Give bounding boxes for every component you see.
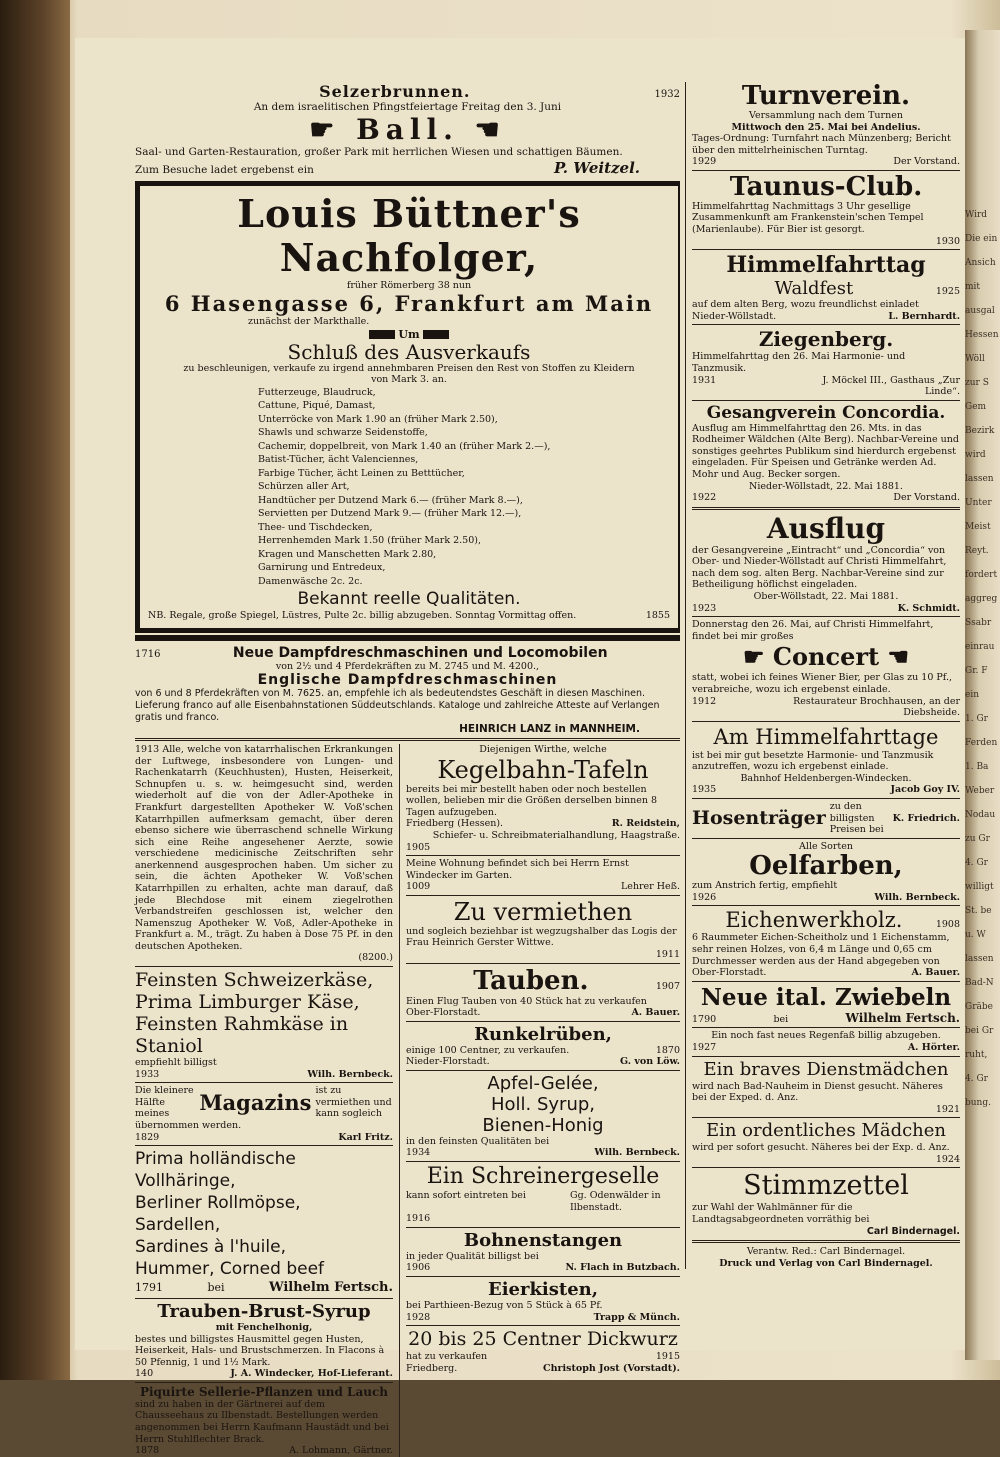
ad-signature: A. Bauer. (911, 967, 960, 979)
ad-number: 1923 (692, 602, 717, 614)
next-page-fragment: mit (965, 282, 981, 292)
ad-number: 1934 (406, 1147, 431, 1159)
ad-catarrh: 1913 Alle, welche von katarrhalischen Erkrankungen der Luftwege, insbesondere von Lungen- und Rachenkatarrh (Keuchhusten), Husten, Heiserkeit, Schnupfen u. s. w. heimgesucht sind, werden wiederholt auf die von der Adler-Apotheke in Frankfurt dargestellten Apotheker W. Voß'schen Katarrhpillen aufmerksam gemacht, über deren ebenso sichere wie überraschend schnelle Wirkung sich eine Reihe angesehener Aerzte, sowie verschiedene medicinische Zeitschriften sehr anerkennend ausgesprochen haben. Um sicher zu sein, die ächten Apotheker W. Voß'schen Katarrhpillen zu erhalten, achte man darauf, daß jede Blechdose mit einem ziegelrothen Verbandstreifen geschlossen ist, welcher den Namenszug Apotheker W. Voß, Adler-Apotheke in Frankfurt a. M., trägt. Zu haben à Dose 75 Pf. in den deutschen Apotheken. (135, 744, 393, 952)
ad-signature: Trapp & Münch. (593, 1311, 680, 1323)
ad-text: 6 Raummeter Eichen-Scheitholz und 1 Eichenstamm, sehr reinen Holzes, von 6,4 m Länge und 0,65 cm Durchmesser werden aus der Hand abgegeben von (692, 932, 950, 967)
ad-number: 1930 (935, 235, 960, 247)
ad-title: Eichenwerkholz. (725, 908, 903, 933)
ad-text: Meine Wohnung befindet sich bei Herrn Ernst Windecker im Garten. (406, 858, 629, 881)
ad-code: (8200.) (358, 952, 393, 964)
list-item: Berliner Rollmöpse, (135, 1193, 301, 1214)
ad-text: Alle Sorten (799, 840, 853, 852)
ad-text: bei Parthieen-Bezug von 5 Stück à 65 Pf. (406, 1299, 603, 1311)
next-page-fragment: Reyt. (965, 546, 989, 556)
ad-syrup (135, 1301, 393, 1380)
ad-stimmzettel (692, 1170, 960, 1237)
list-item: Apfel-Gelée, (487, 1072, 599, 1094)
ad-number: 1906 (406, 1262, 431, 1274)
ad-title: Runkelrüben, (474, 1023, 612, 1045)
ad-signature: K. Friedrich. (892, 812, 960, 824)
next-page-fragment: fordert (965, 570, 998, 580)
ad-number: 1933 (135, 1068, 160, 1080)
ad-title: Kegelbahn-Tafeln (437, 755, 649, 784)
ad-ausflug (692, 513, 960, 614)
ad-number: 1921 (935, 1103, 960, 1115)
ad-text: Zum Besuche ladet ergebenst ein (135, 164, 314, 177)
next-page-fragment: St. be (965, 906, 992, 916)
ad-hosentraeger (692, 801, 960, 836)
ad-title: Englische Dampfdreschmaschinen (257, 672, 558, 689)
ad-text: Versammlung nach dem Turnen (749, 110, 903, 121)
ad-oelfarben (692, 841, 960, 904)
ad-text: Ein noch fast neues Regenfaß billig abzugeben. (711, 1030, 941, 1042)
ad-number: 1855 (645, 610, 670, 622)
ad-text: bei (207, 1281, 225, 1295)
ad-title: Selzerbrunnen. (319, 82, 471, 101)
ad-signature: P. Weitzel. (553, 159, 640, 178)
list-item: Herrenhemden Mark 1.50 (früher Mark 2.50), (258, 535, 481, 547)
ad-regenfass (692, 1030, 960, 1053)
ad-fish (135, 1148, 393, 1280)
ad-number: 1932 (654, 89, 680, 100)
ad-subtitle: Schluß des Ausverkaufs (287, 339, 531, 364)
ad-title: Neue Dampfdreschmaschinen und Locomobilen (232, 644, 608, 661)
ad-signature: J. Möckel III., Gasthaus „Zur Linde“. (822, 374, 960, 398)
ad-kegel (406, 744, 680, 853)
ad-number: 1790 (692, 1013, 717, 1025)
ad-text: empfiehlt billigst (135, 1057, 217, 1069)
ad-location: Nieder-Wöllstadt. (692, 310, 777, 322)
black-bar (369, 330, 395, 339)
ad-number: 1922 (692, 492, 717, 504)
ad-signature: Lehrer Heß. (620, 881, 680, 893)
list-item: Hummer, Corned beef (135, 1259, 325, 1280)
ad-number: 1829 (135, 1131, 160, 1143)
ad-text: in den feinsten Qualitäten bei (406, 1135, 550, 1147)
next-page-fragment: Meist (965, 522, 991, 532)
ad-runkel (406, 1024, 680, 1068)
ad-signature: A. Bauer. (631, 1007, 680, 1019)
next-page-fragment: Weber (965, 786, 995, 796)
pointing-hand-left-icon: ☚ (887, 642, 909, 672)
ad-number: 1915 (655, 1351, 680, 1363)
ad-title: Turnverein. (741, 81, 911, 111)
next-page-fragment: wird (965, 450, 986, 460)
pointing-hand-right-icon: ☛ (743, 642, 765, 672)
ad-zwiebeln (692, 984, 960, 1026)
list-item: Futterzeuge, Blaudruck, (258, 386, 376, 398)
ad-number: 1870 (655, 1044, 680, 1056)
ad-number: 1926 (692, 891, 717, 903)
next-page-fragment: Gem (965, 402, 987, 412)
next-page-fragment: Nodau (965, 810, 996, 820)
ad-eier (406, 1279, 680, 1323)
list-item: Sardines à l'huile, (135, 1237, 286, 1258)
ad-number: 1907 (655, 980, 680, 992)
ad-text: Tages-Ordnung: Turnfahrt nach Münzenberg; Bericht über den mittelrheinischen Turntag. (692, 133, 951, 156)
ad-text: zu den billigsten Preisen bei (829, 800, 884, 836)
ad-dienstmaedchen (692, 1059, 960, 1116)
next-page-fragment: 4. Gr (965, 1074, 988, 1084)
ad-signature: J. A. Windecker, Hof-Lieferant. (230, 1368, 393, 1380)
ad-title: Ball. (356, 113, 459, 147)
next-page-fragment: einrau (965, 642, 995, 652)
next-page-fragment: willigt (965, 882, 994, 892)
book-spine (0, 0, 70, 1380)
black-bar (423, 330, 449, 339)
ad-signature: A. Lohmann, Gärtner. (289, 1445, 393, 1457)
ad-signature: Gg. Odenwälder in Ilbenstadt. (570, 1190, 661, 1213)
ad-text: Diejenigen Wirthe, welche (479, 744, 607, 756)
ad-text: Saal- und Garten-Restauration, großer Park mit herrlichen Wiesen und schattigen Bäumen. (135, 146, 623, 159)
ad-number: 1716 (135, 648, 161, 660)
ad-location: Friedberg (Hessen). (406, 818, 504, 830)
list-item: Cattune, Piqué, Damast, (258, 400, 376, 412)
list-item: Damenwäsche 2c. 2c. (258, 575, 363, 587)
ad-taunus (692, 173, 960, 247)
ad-ziegenberg (692, 327, 960, 397)
ad-text: einige 100 Centner, zu verkaufen. (406, 1044, 570, 1056)
ad-text: ist bei mir gut besetzte Harmonie- und Tanzmusik anzutreffen, wozu ich ergebenst einlade. (692, 749, 934, 773)
ad-title: Ein Schreinergeselle (426, 1164, 660, 1190)
ad-title: Ziegenberg. (758, 327, 894, 352)
ad-number: 1924 (935, 1153, 960, 1165)
ad-wohnung (406, 858, 680, 893)
ad-title: Neue ital. Zwiebeln (700, 983, 952, 1011)
ad-title: Stimmzettel (743, 1170, 909, 1202)
next-page-fragment: Hessen (965, 330, 999, 340)
ad-number: 1929 (692, 156, 717, 168)
ad-text: in jeder Qualität billigst bei (406, 1250, 539, 1262)
ad-text: wird per sofort gesucht. Näheres bei der Exp. d. Anz. (692, 1142, 950, 1154)
ad-signature: Karl Fritz. (338, 1131, 393, 1143)
ad-text: zur Wahl der Wahlmänner für die Landtagsabgeordneten vorräthig bei (692, 1202, 870, 1225)
ad-himmelfahrt (692, 252, 960, 322)
ad-magazin (135, 1085, 393, 1143)
next-page-fragment: Ansich (965, 258, 996, 268)
ad-title: Am Himmelfahrttage (713, 724, 939, 749)
ad-text: bei (773, 1013, 789, 1025)
ad-number: 1916 (406, 1213, 431, 1225)
ad-signature: HEINRICH LANZ in MANNHEIM. (459, 723, 640, 736)
ad-turnverein (692, 82, 960, 168)
ad-number: 1912 (692, 695, 717, 707)
ad-text: der Gesangvereine „Eintracht“ und „Concordia“ von Ober- und Nieder-Wöllstadt auf Christi Himmelfahrt, nach dem sog. alten Berg. Nachbar-Vereine sind zur Betheiligung höflichst eingeladen. (692, 544, 947, 591)
ad-number: 1791 (135, 1281, 163, 1295)
ad-text: wird nach Bad-Nauheim in Dienst gesucht. Näheres bei der Exped. d. Anz. (692, 1080, 943, 1104)
ad-title: Concert (772, 642, 880, 672)
list-item: Thee- und Tischdecken, (258, 521, 373, 533)
ad-title: Taunus-Club. (729, 171, 923, 202)
list-item: Cachemir, doppelbreit, von Mark 1.40 an (früher Mark 2.—), (258, 440, 551, 452)
middle-subcolumn (400, 744, 680, 1457)
ad-signature: Wilhelm Fertsch. (268, 1280, 393, 1296)
next-page-fragment: zu Gr (965, 834, 990, 844)
ad-title: 20 bis 25 Centner Dickwurz (408, 1328, 678, 1351)
ad-text: NB. Regale, große Spiegel, Lüstres, Pulte 2c. billig abzugeben. Sonntag Vormittag offen. (148, 610, 577, 622)
ad-text: hat zu verkaufen (406, 1351, 488, 1363)
ad-text: bereits bei mir bestellt haben oder noch bestellen wollen, belieben mir die Größen derselben binnen 8 Tagen aufzugeben. (406, 783, 658, 818)
ad-title: Magazins (199, 1090, 312, 1116)
ad-apfel (406, 1073, 680, 1159)
ad-text: und sogleich beziehbar ist wegzugshalber das Logis der Frau Heinrich Gerster Wittwe. (406, 925, 677, 949)
ad-text: Donnerstag den 26. Mai, auf Christi Himmelfahrt, findet bei mir großes (692, 619, 934, 642)
ad-number: 1928 (406, 1311, 431, 1323)
ad-text: übernommen werden. (135, 1119, 242, 1131)
ad-signature: Der Vorstand. (893, 156, 960, 168)
ad-text: An dem israelitischen Pfingstfeiertage Freitag den 3. Juni (253, 101, 562, 113)
list-item: Sardellen, (135, 1215, 221, 1236)
black-bar (135, 635, 680, 641)
imprint-editor: Verantw. Red.: Carl Bindernagel. (746, 1246, 906, 1258)
pointing-hand-left-icon: ☚ (474, 113, 506, 147)
ad-signature: N. Flach in Butzbach. (565, 1262, 680, 1274)
ad-title: Oelfarben, (749, 851, 903, 882)
ad-signature: Wilh. Bernbeck. (874, 891, 960, 903)
next-page-fragment: Gräbe (965, 1002, 993, 1012)
ad-kaese (135, 969, 393, 1080)
list-item: Farbige Tücher, ächt Leinen zu Betttücher, (258, 467, 465, 479)
ad-title: Feinsten Schweizerkäse, (135, 969, 374, 992)
ad-location: Bahnhof Heldenbergen-Windecken. (740, 772, 912, 784)
ad-title: Himmelfahrttag (726, 252, 926, 279)
next-page-fragment: 1. Gr (965, 714, 988, 724)
ad-text: kann sofort eintreten bei (406, 1190, 526, 1202)
list-item: Holl. Syrup, (490, 1093, 596, 1115)
list-item: Kragen und Manschetten Mark 2.80, (258, 548, 437, 560)
ad-text: von 6 und 8 Pferdekräften von M. 7625. an, empfehle ich als bedeutendstes Geschäft in diesen Maschinen. Lieferung franco auf alle Eisenbahnstationen Süddeutschlands. Kataloge und zahlreiche Atteste auf Verlangen gratis und franco. (135, 688, 660, 723)
list-item: Bienen-Honig (482, 1114, 604, 1136)
ad-bohnen (406, 1230, 680, 1274)
ad-address: 6 Hasengasse 6, Frankfurt am Main (164, 290, 654, 316)
ad-signature: Wilh. Bernbeck. (307, 1068, 393, 1080)
ad-signature: Der Vorstand. (893, 492, 960, 504)
ad-location: Nieder-Florstadt. (406, 1056, 490, 1068)
ad-text: Himmelfahrttag Nachmittags 3 Uhr gesellige Zusammenkunft am Frankenstein'schen Tempel (Marienlaube). Für Bier ist gesorgt. (692, 200, 924, 236)
ad-title: Bohnenstangen (463, 1229, 623, 1251)
next-page-fragment: Ssabr (965, 618, 992, 628)
ad-location: Ober-Wöllstadt, 22. Mai 1881. (753, 591, 899, 603)
left-subcolumn (135, 744, 400, 1457)
ad-text: zunächst der Markthalle. (248, 315, 370, 327)
ad-title: Feinsten Rahmkäse in Staniol (135, 1013, 349, 1058)
ad-signature: Wilhelm Fertsch. (845, 1010, 960, 1025)
ad-number: 140 (135, 1368, 154, 1380)
ad-signature: L. Bernhardt. (888, 310, 960, 322)
next-page-fragment: Gr. F (965, 666, 988, 676)
ad-maedchen (692, 1120, 960, 1165)
ad-number: 1878 (135, 1445, 160, 1457)
ad-sellerie (135, 1385, 393, 1457)
ad-title: Ausflug (766, 511, 886, 545)
next-page-fragment: Bezirk (965, 426, 995, 436)
pointing-hand-right-icon: ☛ (309, 113, 341, 147)
next-page-fragment: bung. (965, 1098, 991, 1108)
next-page-fragment: Wöll (965, 354, 985, 364)
newspaper-page (75, 38, 965, 1457)
list-item: Garnirung und Entredeux, (258, 562, 386, 574)
ad-signature: Wilh. Bernbeck. (594, 1147, 680, 1159)
list-item: Shawls und schwarze Seidenstoffe, (258, 427, 428, 439)
ad-text: Mittwoch den 25. Mai bei Andelius. (731, 121, 921, 133)
ad-signature: G. von Löw. (619, 1056, 680, 1068)
ad-text: Um (398, 327, 420, 341)
ad-subtitle: Waldfest (774, 278, 854, 300)
next-page-edge (965, 30, 1000, 1360)
main-column (135, 82, 680, 1457)
item-list (148, 386, 670, 589)
next-page-fragment: lassen (965, 474, 994, 484)
ad-text: auf dem alten Berg, wozu freundlichst einladet (692, 299, 919, 311)
next-page-fragment: ein (965, 690, 980, 700)
ad-signature: K. Schmidt. (897, 602, 960, 614)
ad-text: statt, wobei ich feines Wiener Bier, per Glas zu 10 Pf., verabreiche, wozu ich ergebenst einlade. (692, 672, 953, 695)
ad-number: 1908 (935, 919, 960, 931)
ad-vermiethen (406, 898, 680, 961)
ad-text: Die kleinere Hälfte meines (135, 1085, 194, 1120)
next-page-fragment: Wird (965, 210, 988, 220)
ad-signature: Christoph Jost (Vorstadt). (543, 1362, 680, 1374)
next-page-fragment: aggreg (965, 594, 998, 604)
list-item: Batist-Tücher, ächt Valenciennes, (258, 454, 419, 466)
list-item: Servietten per Dutzend Mark 9.— (früher Mark 12.—), (258, 508, 522, 520)
ad-signature: Carl Bindernagel. (866, 1225, 960, 1237)
ad-signature: R. Reidstein, (611, 818, 680, 830)
list-item: Unterröcke von Mark 1.90 an (früher Mark 2.50), (258, 413, 498, 425)
ad-text: zum Anstrich fertig, empfiehlt (692, 880, 838, 892)
ad-text: von Mark 3. an. (371, 374, 447, 386)
next-page-fragment: Die ein (965, 234, 998, 244)
ad-title: Piquirte Sellerie-Pflanzen und Lauch (139, 1384, 389, 1399)
ad-location: Nieder-Wöllstadt, 22. Mai 1881. (749, 480, 903, 492)
ad-title: Tauben. (473, 965, 589, 996)
ad-text: Schiefer- u. Schreibmaterialhandlung, Haagstraße. (432, 829, 680, 841)
next-page-fragment: ruht, (965, 1050, 988, 1060)
right-column (685, 82, 960, 1269)
next-page-fragment: ausgal (965, 306, 995, 316)
ad-eichenwerkholz (692, 908, 960, 978)
ad-text: ist zu vermiethen und kann sogleich (315, 1085, 392, 1120)
ad-lanz (135, 645, 680, 735)
ad-number: 1911 (655, 949, 680, 961)
ad-tauben (406, 966, 680, 1019)
ad-number: 1925 (935, 286, 960, 298)
ad-signature: Restaurateur Brochhausen, an der Diebsheide. (793, 695, 960, 719)
ad-signature: Jacob Goy IV. (890, 784, 960, 796)
ad-text: zu beschleunigen, verkaufe zu irgend annehmbaren Preisen den Rest von Stoffen zu Kleidern (183, 362, 635, 374)
ad-text: früher Römerberg 38 nun (346, 280, 472, 292)
ad-concordia (692, 403, 960, 504)
next-page-fragment: Ferden (965, 738, 998, 748)
ad-title: Ein braves Dienstmädchen (703, 1058, 949, 1080)
next-page-fragment: Bad-N (965, 978, 994, 988)
ad-location: Friedberg. (406, 1362, 458, 1374)
ad-text: Himmelfahrttag den 26. Mai Harmonie- und Tanzmusik. (692, 351, 906, 374)
ad-title: Hosenträger (692, 807, 826, 830)
next-page-fragment: bei Gr (965, 1026, 994, 1036)
list-item: Handtücher per Dutzend Mark 6.— (früher Mark 8.—), (258, 494, 523, 506)
ad-location: Ober-Florstadt. (692, 967, 767, 979)
ad-title: Prima Limburger Käse, (135, 991, 360, 1014)
ad-text: Einen Flug Tauben von 40 Stück hat zu verkaufen (406, 995, 647, 1007)
ad-am-himmelfahrttage (692, 724, 960, 796)
next-page-fragment: u. W (965, 930, 986, 940)
ad-dickwurz (406, 1328, 680, 1374)
ad-slogan: Bekannt reelle Qualitäten. (297, 589, 521, 610)
ad-location: Ober-Florstadt. (406, 1007, 481, 1019)
ad-title: Eierkisten, (487, 1278, 599, 1300)
ad-text: sind zu haben in der Gärtnerei auf dem Chausseehaus zu Ilbenstadt. Bestellungen werden angenommen bei Herrn Kaufmann Haustädt und bei Herrn Stuhlflechter Brack. (135, 1398, 389, 1445)
ad-title: Trauben-Brust-Syrup (157, 1300, 371, 1322)
ad-signature: A. Hörter. (907, 1041, 960, 1053)
ad-selzerbrunnen (135, 82, 680, 177)
ad-number: 1009 (406, 881, 431, 893)
list-item: Prima holländische Vollhäringe, (135, 1149, 296, 1192)
ad-number: 1905 (406, 841, 431, 853)
next-page-fragment: Unter (965, 498, 992, 508)
next-page-fragment: 4. Gr (965, 858, 988, 868)
next-page-fragment: 1. Ba (965, 762, 989, 772)
next-page-fragment: lassen (965, 954, 994, 964)
ad-schreiner (406, 1164, 680, 1225)
ad-buettner (135, 181, 680, 632)
next-page-fragment: zur S (965, 378, 989, 388)
ad-text: bestes und billigstes Hausmittel gegen Husten, Heiserkeit, Hals- und Brustschmerzen. In Flacons à 50 Pfennig, 1 und 1½ Mark. (135, 1333, 385, 1368)
ad-title: Louis Büttner's Nachfolger, (237, 191, 581, 281)
ad-title: Zu vermiethen (453, 897, 633, 926)
ad-number: 1931 (692, 374, 717, 386)
list-item: Schürzen aller Art, (258, 481, 350, 493)
imprint-publisher: Druck und Verlag von Carl Bindernagel. (719, 1257, 933, 1269)
ad-text: von 2½ und 4 Pferdekräften zu M. 2745 und M. 4200., (275, 660, 540, 672)
ad-title: Gesangverein Concordia. (706, 402, 946, 423)
ad-number: 1935 (692, 784, 717, 796)
ad-text: Ausflug am Himmelfahrttag den 26. Mts. in das Rodheimer Wäldchen (Alte Berg). Nachbar-Vereine und sonstiges geehrtes Publikum sind hierdurch ergebenst eingeladen. Für Speisen und Getränke werden Ad. Mohr und Aug. Becker sorgen. (692, 422, 959, 480)
ad-subtitle: mit Fenchelhonig, (215, 1321, 313, 1333)
ad-title: Ein ordentliches Mädchen (705, 1120, 947, 1142)
ad-number: 1927 (692, 1041, 717, 1053)
ad-concert (692, 619, 960, 718)
